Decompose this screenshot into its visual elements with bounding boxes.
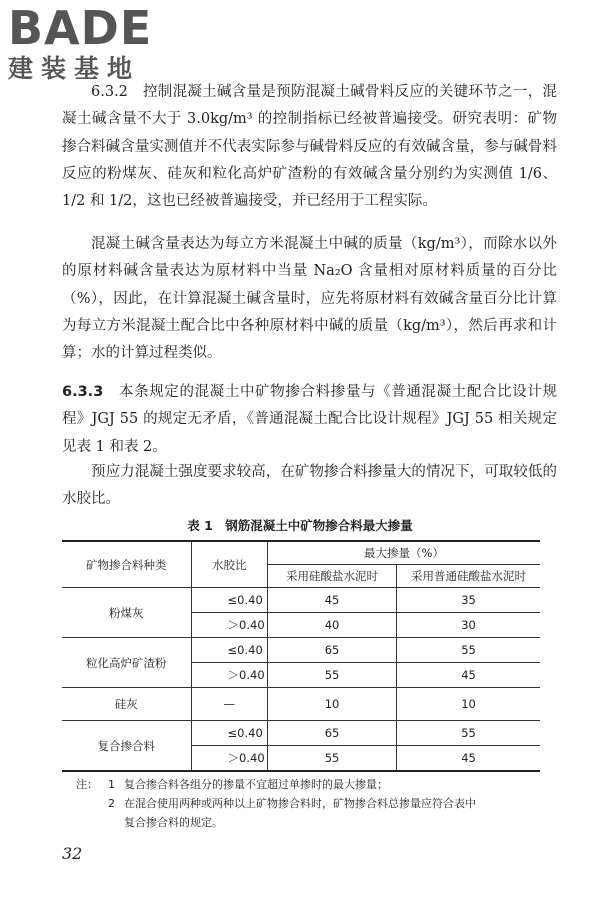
silicate-cell: 65	[268, 638, 397, 663]
type-cell: 粉煤灰	[62, 588, 191, 638]
silicate-cell: 40	[268, 613, 397, 638]
ordinary-cell: 30	[397, 613, 540, 638]
table-notes	[76, 775, 556, 832]
wc-cell: ≤0.40	[191, 588, 267, 613]
admixture-table	[62, 540, 540, 772]
table-row	[62, 721, 540, 746]
table-row	[62, 638, 540, 663]
silicate-cell: 65	[268, 721, 397, 746]
ordinary-cell: 55	[397, 638, 540, 663]
note-label: 注：	[76, 778, 98, 791]
logo-wordmark: BADE	[8, 1, 153, 55]
wc-cell: —	[191, 688, 267, 721]
ordinary-cell: 55	[397, 721, 540, 746]
wc-cell: ≤0.40	[191, 721, 267, 746]
ordinary-cell: 35	[397, 588, 540, 613]
wc-cell: ＞0.40	[191, 746, 267, 772]
silicate-cell: 10	[268, 688, 397, 721]
paragraph-alkali-expression: 混凝土碱含量表达为每立方米混凝土中碱的质量（kg/m³），而除水以外的原材料碱含量表达为原材料中当量 Na₂O 含量相对原材料质量的百分比（%），因此，在计算混凝土碱含量时，应先将原材料有效碱含量百分比计算为每立方米混凝土配合比中各种原材料中碱的质量（kg/m³），然后再求和计算；水的计算过程类似。	[62, 236, 557, 362]
note-text: 复合掺合料各组分的掺量不宜超过单掺时的最大掺量；	[124, 778, 388, 791]
page-number: 32	[62, 844, 83, 863]
wc-cell: ≤0.40	[191, 638, 267, 663]
note-item	[76, 794, 556, 813]
silicate-cell: 55	[268, 746, 397, 772]
paragraph-prestressed: 预应力混凝土强度要求较高，在矿物掺合料掺量大的情况下，可取较低的水胶比。	[62, 464, 557, 508]
note-continuation: 复合掺合料的规定。	[124, 816, 223, 829]
table-row	[62, 588, 540, 613]
header-silicate: 采用硅酸盐水泥时	[268, 565, 397, 588]
logo-subtitle: 建装基地	[8, 54, 141, 83]
silicate-cell: 55	[268, 663, 397, 688]
wc-cell: ＞0.40	[191, 613, 267, 638]
note-item	[76, 775, 556, 794]
wc-cell: ＞0.40	[191, 663, 267, 688]
ordinary-cell: 45	[397, 746, 540, 772]
note-number: 2	[108, 797, 115, 810]
section-number: 6.3.3	[62, 384, 104, 400]
type-cell: 复合掺合料	[62, 721, 191, 772]
paragraph-6-3-3	[62, 379, 557, 461]
header-max: 最大掺量（%）	[268, 541, 540, 565]
header-wc: 水胶比	[191, 541, 267, 588]
paragraph-6-3-2: 6.3.2 控制混凝土碱含量是预防混凝土碱骨料反应的关键环节之一，混凝土碱含量不大于 3.0kg/m³ 的控制指标已经被普遍接受。研究表明：矿物掺合料碱含量实测值并不代表实际参与碱骨料反应的有效碱含量，参与碱骨料反应的粉煤灰、硅灰和粒化高炉矿渣粉的有效碱含量分别约为实测值 1/6、1/2 和 1/2，这也已经被普遍接受，并已经用于工程实际。	[62, 84, 557, 210]
ordinary-cell: 45	[397, 663, 540, 688]
section-text: 本条规定的混凝土中矿物掺合料掺量与《普通混凝土配合比设计规程》JGJ 55 的规定无矛盾，《普通混凝土配合比设计规程》JGJ 55 相关规定见表 1 和表 2。	[62, 384, 558, 455]
header-type: 矿物掺合料种类	[62, 541, 191, 588]
table-row	[62, 688, 540, 721]
silicate-cell: 45	[268, 588, 397, 613]
table-title: 表 1 钢筋混凝土中矿物掺合料最大掺量	[187, 518, 413, 533]
type-cell: 硅灰	[62, 688, 191, 721]
table-header-row	[62, 541, 540, 565]
type-cell: 粒化高炉矿渣粉	[62, 638, 191, 688]
bade-logo	[8, 1, 153, 84]
note-text: 在混合使用两种或两种以上矿物掺合料时，矿物掺合料总掺量应符合表中	[124, 797, 476, 810]
note-number: 1	[108, 778, 115, 791]
ordinary-cell: 10	[397, 688, 540, 721]
header-ordinary: 采用普通硅酸盐水泥时	[397, 565, 540, 588]
